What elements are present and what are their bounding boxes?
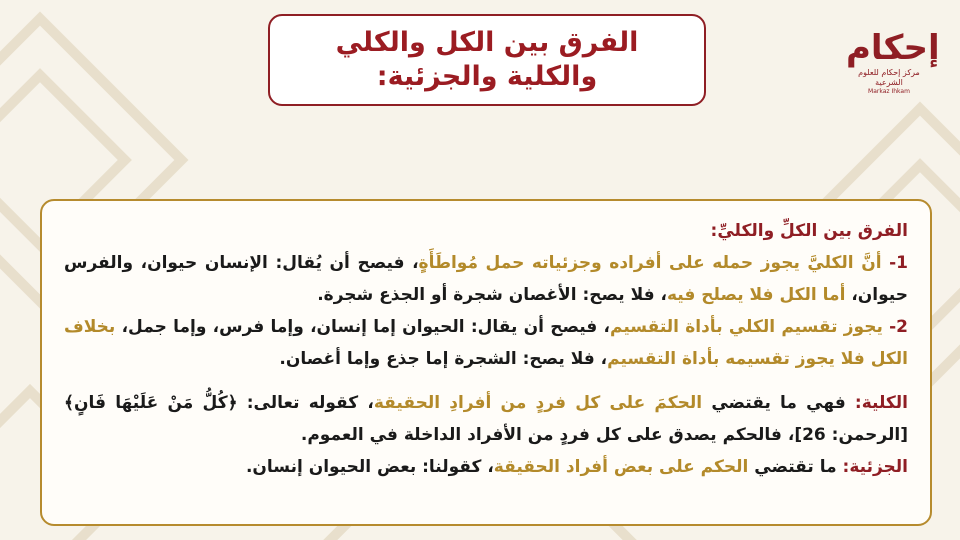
point-1-highlight: أنَّ الكليَّ يجوز حمله على أفراده وجزئياته حمل مُواطَأَةٍ (418, 253, 882, 273)
juziyya-label: الجزئية: (842, 457, 908, 477)
kulliya-example: ، كقوله تعالى: ﴿كُلُّ مَنْ عَلَيْهَا فَانٍ﴾ [الرحمن: 26]، فالحكم يصدق على كل فردٍ من الأفراد الداخلة في العموم. (64, 393, 908, 445)
kulliya-highlight: الحكمَ على كل فردٍ من أفرادِ الحقيقة (373, 393, 703, 413)
section-heading: الفرق بين الكلِّ والكليِّ: (710, 221, 908, 241)
juziyya-example: ، كقولنا: بعض الحيوان إنسان. (245, 457, 494, 477)
kulliya-definition (64, 387, 908, 451)
paragraph-gap (64, 375, 908, 387)
point-1-counterexample: ، فلا يصح: الأغصان شجرة أو الجذع شجرة. (317, 285, 667, 305)
point-2-number: 2- (889, 317, 909, 337)
kulliya-lead: فهي ما يقتضي (711, 393, 846, 413)
kulliya-label: الكلية: (854, 393, 909, 413)
point-2 (64, 311, 908, 375)
content-text (64, 215, 908, 483)
point-1-contrast: أما الكل فلا يصلح فيه (666, 285, 846, 305)
point-2-highlight: يجوز تقسيم الكلي بأداة التقسيم (610, 317, 883, 337)
logo-mark: إحكام (846, 28, 940, 68)
point-2-contrast: بخلاف الكل فلا يجوز تقسيمه بأداة التقسيم (64, 317, 908, 369)
logo (846, 28, 940, 95)
juziyya-lead: ما تقتضي (754, 457, 837, 477)
content-box (40, 199, 932, 526)
logo-subtitle: مركز إحكام للعلوم الشرعية (858, 68, 920, 87)
point-1-number: 1- (889, 253, 908, 273)
logo-subtitle-latin: Markaz Ihkam (868, 88, 910, 95)
juziyya-definition (64, 451, 908, 483)
juziyya-highlight: الحكم على بعض أفراد الحقيقة (493, 457, 749, 477)
point-2-example: ، فيصح أن يقال: الحيوان إما إنسان، وإما فرس، وإما جمل، (121, 317, 611, 337)
point-2-counterexample: ، فلا يصح: الشجرة إما جذع وإما أغصان. (279, 349, 608, 369)
point-1-example: ، فيصح أن يُقال: الإنسان حيوان، والفرس حيوان، (64, 253, 908, 305)
title-line-1: الفرق بين الكل والكلي (335, 27, 639, 58)
title-box (268, 14, 706, 106)
point-1 (64, 247, 908, 311)
title-line-2: والكلية والجزئية: (376, 61, 598, 92)
